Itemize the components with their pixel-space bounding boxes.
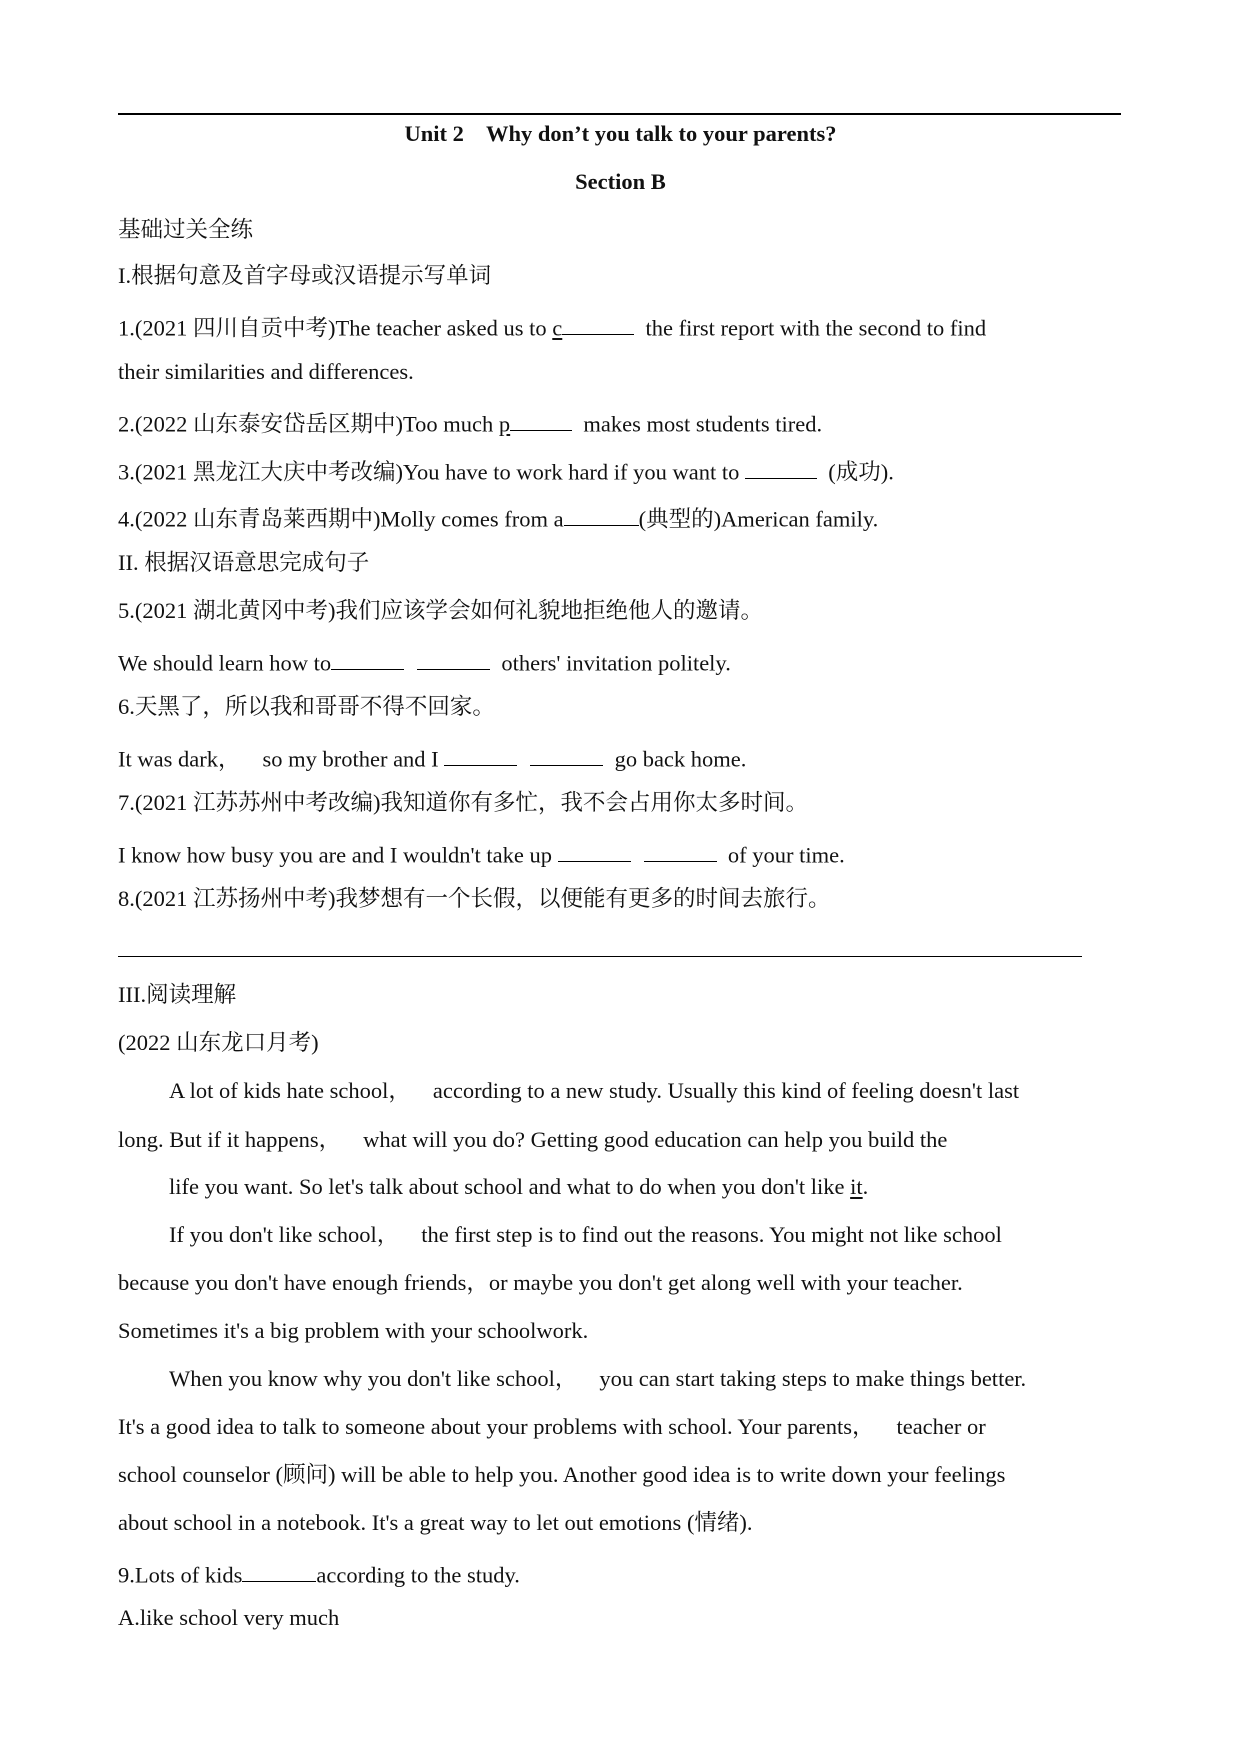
page-title: Unit 2 Why don’t you talk to your parents? <box>404 121 837 146</box>
p1-line3-a: life you want. So let's talk about school and what to do when you don't like <box>169 1174 851 1199</box>
question-4 <box>118 504 878 531</box>
passage-p3-line1 <box>169 1368 1026 1391</box>
exercise-heading: 基础过关全练 <box>118 217 254 242</box>
passage-p3-line2 <box>118 1416 986 1439</box>
question-5-english <box>118 648 731 675</box>
q3-text: (成功). <box>817 459 894 485</box>
q7-text: of your time. <box>716 842 845 868</box>
q2-text: makes most students tired. <box>572 411 823 437</box>
passage-p3-line4: about school in a notebook. It's a great way to let out emotions (情绪). <box>118 1510 753 1535</box>
question-3 <box>118 457 894 484</box>
q1-text: the first report with the second to find <box>634 315 987 341</box>
q5-blank-2[interactable] <box>417 648 490 670</box>
q8-answer-line[interactable] <box>118 956 1082 957</box>
p1-line2-a: long. But if it happens， <box>118 1127 342 1152</box>
top-rule <box>118 113 1121 115</box>
q2-hint-letter: p <box>498 411 511 437</box>
p3-line1-b: you can start taking steps to make things better. <box>599 1366 1027 1391</box>
q6-blank-1[interactable] <box>444 744 517 766</box>
part3-heading: III.阅读理解 <box>118 982 237 1007</box>
p2-line1-b: the first step is to find out the reasons. You might not like school <box>421 1222 1002 1247</box>
q2-blank[interactable] <box>510 409 572 431</box>
q6-text-b: so my brother and I <box>262 746 445 772</box>
q5-text: others' invitation politely. <box>490 650 731 676</box>
q7-blank-1[interactable] <box>558 840 631 862</box>
q1-hint-letter: c <box>552 315 563 341</box>
q4-prefix: 4.(2022 山东青岛莱西期中)Molly comes from a <box>118 506 564 532</box>
q6-blank-2[interactable] <box>530 744 603 766</box>
question-8-chinese: 8.(2021 江苏扬州中考)我梦想有一个长假，以便能有更多的时间去旅行。 <box>118 886 831 911</box>
q6-text-rest: go back home. <box>603 746 747 772</box>
passage-p1-line1 <box>169 1080 1019 1103</box>
q7-blank-2[interactable] <box>644 840 717 862</box>
section-title: Section B <box>575 169 666 194</box>
q9-blank[interactable] <box>242 1560 316 1582</box>
p1-line1-b: according to a new study. Usually this kind of feeling doesn't last <box>432 1078 1020 1103</box>
p1-line3-end: . <box>862 1174 869 1199</box>
q7-prefix: I know how busy you are and I wouldn't take up <box>118 842 558 868</box>
passage-p1-line3 <box>169 1176 868 1199</box>
question-1 <box>118 313 986 340</box>
p3-line2-b: teacher or <box>896 1414 986 1439</box>
question-6-chinese: 6.天黑了，所以我和哥哥不得不回家。 <box>118 694 495 719</box>
q3-blank[interactable] <box>745 457 817 479</box>
q9-text: according to the study. <box>316 1562 520 1588</box>
q5-blank-1[interactable] <box>331 648 404 670</box>
p1-underlined-it: it <box>850 1174 863 1199</box>
q1-blank[interactable] <box>562 313 634 335</box>
p3-line1-a: When you know why you don't like school， <box>169 1366 578 1391</box>
q4-text: (典型的)American family. <box>638 506 879 532</box>
p1-line1-a: A lot of kids hate school， <box>169 1078 411 1103</box>
passage-p1-line2 <box>118 1129 947 1152</box>
question-7-english <box>118 840 845 867</box>
passage-p2-line3: Sometimes it's a big problem with your schoolwork. <box>118 1318 589 1343</box>
q4-blank[interactable] <box>564 504 639 526</box>
p2-line1-a: If you don't like school， <box>169 1222 400 1247</box>
q3-prefix: 3.(2021 黑龙江大庆中考改编)You have to work hard if you want to <box>118 459 746 485</box>
q9-prefix: 9.Lots of kids <box>118 1562 243 1588</box>
passage-p3-line3: school counselor (顾问) will be able to help you. Another good idea is to write down your feelings <box>118 1462 1006 1487</box>
q6-text-a: It was dark， <box>118 746 241 772</box>
p1-line2-b: what will you do? Getting good education can help you build the <box>363 1127 948 1152</box>
p3-line2-a: It's a good idea to talk to someone about your problems with school. Your parents， <box>118 1414 875 1439</box>
q9-option-a[interactable]: A.like school very much <box>118 1605 340 1630</box>
question-7-chinese: 7.(2021 江苏苏州中考改编)我知道你有多忙，我不会占用你太多时间。 <box>118 790 808 815</box>
q1-prefix: 1.(2021 四川自贡中考)The teacher asked us to <box>118 315 553 341</box>
passage-p2-line1 <box>169 1224 1002 1247</box>
question-5-chinese: 5.(2021 湖北黄冈中考)我们应该学会如何礼貌地拒绝他人的邀请。 <box>118 598 763 623</box>
q5-prefix: We should learn how to <box>118 650 332 676</box>
q2-prefix: 2.(2022 山东泰安岱岳区期中)Too much <box>118 411 499 437</box>
question-6-english <box>118 744 746 771</box>
part1-heading: I.根据句意及首字母或汉语提示写单词 <box>118 263 492 288</box>
question-2 <box>118 409 822 436</box>
question-1-continued: their similarities and differences. <box>118 359 414 384</box>
passage-source: (2022 山东龙口月考) <box>118 1030 319 1055</box>
part2-heading: II. 根据汉语意思完成句子 <box>118 550 370 575</box>
passage-p2-line2: because you don't have enough friends，or maybe you don't get along well with your teacher. <box>118 1270 963 1295</box>
question-9 <box>118 1560 520 1587</box>
